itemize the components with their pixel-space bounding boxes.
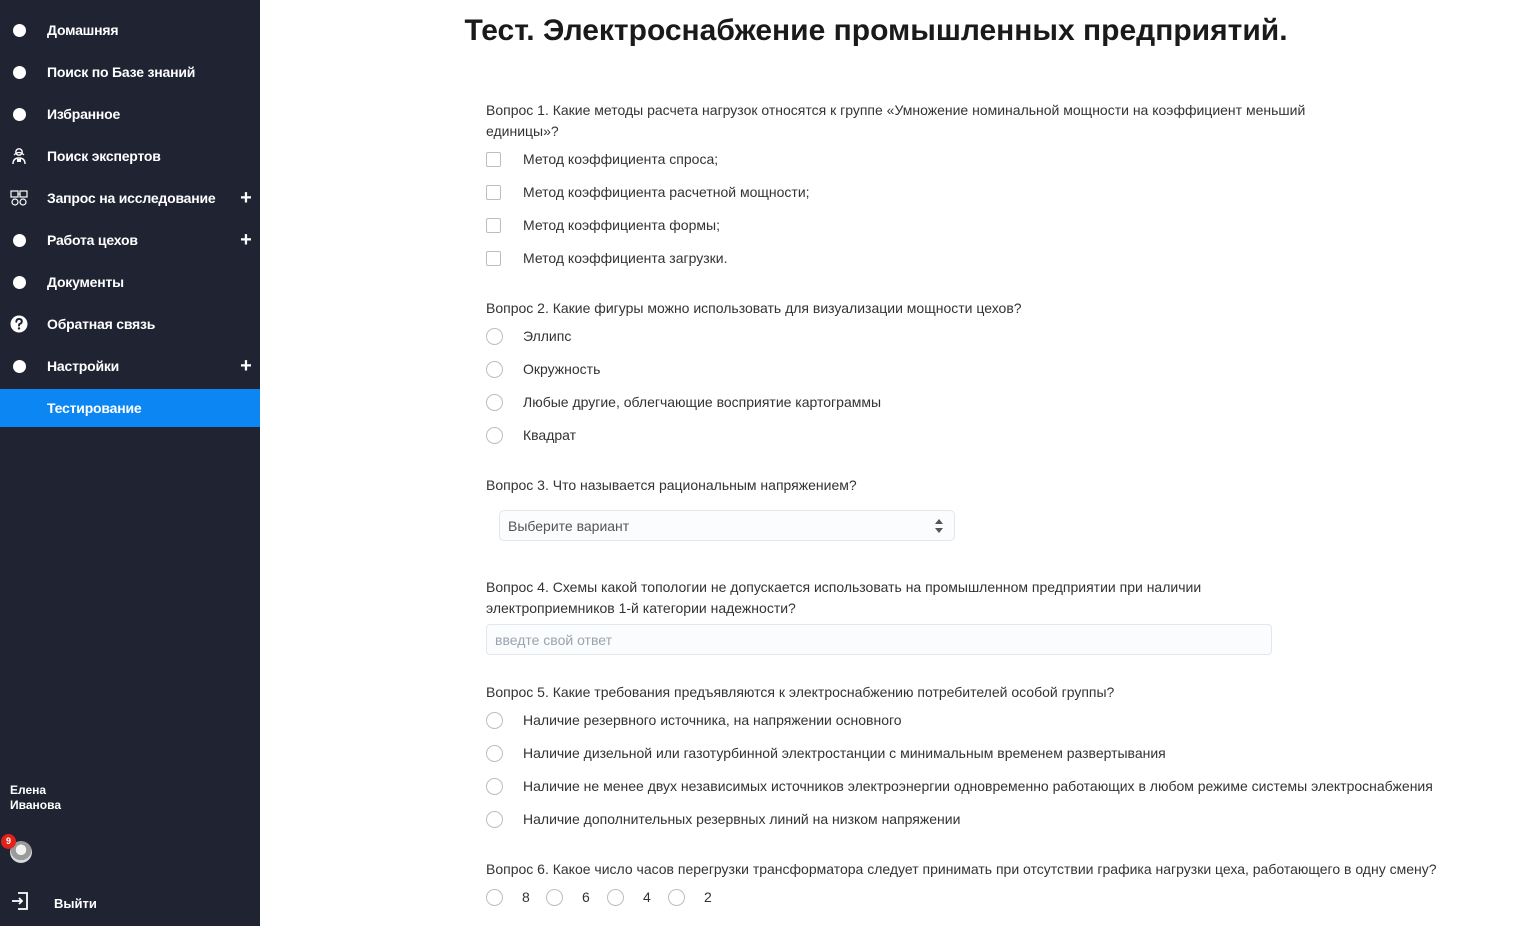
sidebar-item-label: Тестирование <box>47 400 142 416</box>
dot-icon <box>10 231 28 249</box>
page-title: Тест. Электроснабжение промышленных предприятий. <box>464 14 1288 47</box>
q5-option-4[interactable] <box>486 809 961 829</box>
q6-option-4[interactable] <box>668 887 712 907</box>
radio-button[interactable] <box>486 889 503 906</box>
q2-option-3[interactable] <box>486 392 882 412</box>
notification-badge[interactable]: 9 <box>1 834 16 849</box>
option-label: Любые другие, облегчающие восприятие картограммы <box>523 394 882 410</box>
dot-icon <box>10 273 28 291</box>
option-label: Эллипс <box>523 328 572 344</box>
checkbox[interactable] <box>486 152 501 167</box>
q1-option-4[interactable] <box>486 248 728 268</box>
user-name <box>10 783 61 813</box>
option-label: Метод коэффициента формы; <box>523 217 720 233</box>
q4-answer-input[interactable] <box>486 624 1272 655</box>
q5-option-2[interactable] <box>486 743 1166 763</box>
checkbox[interactable] <box>486 218 501 233</box>
sidebar-item-label: Поиск экспертов <box>47 148 161 164</box>
sidebar-item-label: Избранное <box>47 106 121 122</box>
option-label: Метод коэффициента спроса; <box>523 151 719 167</box>
q1-option-1[interactable] <box>486 149 719 169</box>
dot-icon <box>10 105 28 123</box>
q2-option-1[interactable] <box>486 326 572 346</box>
question-2-text: Вопрос 2. Какие фигуры можно использовать для визуализации мощности цехов? <box>486 300 1022 316</box>
q5-option-1[interactable] <box>486 710 902 730</box>
question-3-text: Вопрос 3. Что называется рациональным напряжением? <box>486 477 857 493</box>
q5-option-3[interactable] <box>486 776 1433 796</box>
option-label: 2 <box>704 889 712 905</box>
q6-option-3[interactable] <box>607 887 651 907</box>
option-label: Наличие дополнительных резервных линий на низком напряжении <box>523 811 961 827</box>
option-label: Наличие дизельной или газотурбинной электростанции с минимальным временем развертывания <box>523 745 1166 761</box>
logout-label: Выйти <box>54 895 97 911</box>
q2-option-4[interactable] <box>486 425 577 445</box>
radio-button[interactable] <box>668 889 685 906</box>
radio-button[interactable] <box>486 328 503 345</box>
sidebar-item-label: Домашняя <box>47 22 119 38</box>
sidebar-item-knowledge-search[interactable] <box>0 53 260 91</box>
checkbox[interactable] <box>486 251 501 266</box>
q6-option-2[interactable] <box>546 887 590 907</box>
sidebar-item-label: Работа цехов <box>47 232 138 248</box>
sidebar-item-label: Поиск по Базе знаний <box>47 64 196 80</box>
option-label: Наличие резервного источника, на напряжении основного <box>523 712 902 728</box>
sidebar-item-label: Настройки <box>47 358 120 374</box>
option-label: Квадрат <box>523 427 577 443</box>
sidebar-item-settings[interactable] <box>0 347 260 385</box>
checkbox[interactable] <box>486 185 501 200</box>
plus-icon[interactable]: + <box>240 355 252 377</box>
question-6-text: Вопрос 6. Какое число часов перегрузки трансформатора следует принимать при отсутствии графика нагрузки цеха, работающего в одну смену? <box>486 861 1437 877</box>
sidebar-item-expert-search[interactable] <box>0 137 260 175</box>
sidebar-item-testing[interactable] <box>0 389 260 427</box>
q2-option-2[interactable] <box>486 359 601 379</box>
research-icon <box>10 189 28 207</box>
question-5-text: Вопрос 5. Какие требования предъявляются к электроснабжению потребителей особой группы? <box>486 684 1115 700</box>
radio-button[interactable] <box>486 712 503 729</box>
sidebar-item-documents[interactable] <box>0 263 260 301</box>
sort-arrows-icon <box>934 517 944 535</box>
option-label: Окружность <box>523 361 601 377</box>
plus-icon[interactable]: + <box>240 229 252 251</box>
sidebar-item-workshops[interactable] <box>0 221 260 259</box>
question-icon <box>10 315 28 333</box>
question-1-text: Вопрос 1. Какие методы расчета нагрузок относятся к группе «Умножение номинальной мощности на коэффициент меньший единицы»? <box>486 102 1306 139</box>
option-label: 4 <box>643 889 651 905</box>
radio-button[interactable] <box>486 361 503 378</box>
user-first-name: Елена <box>10 783 47 797</box>
radio-button[interactable] <box>486 745 503 762</box>
radio-button[interactable] <box>486 394 503 411</box>
dot-icon <box>10 21 28 39</box>
sidebar-item-favorites[interactable] <box>0 95 260 133</box>
radio-button[interactable] <box>486 427 503 444</box>
radio-button[interactable] <box>486 811 503 828</box>
option-label: 6 <box>582 889 590 905</box>
radio-button[interactable] <box>607 889 624 906</box>
expert-icon <box>10 147 28 165</box>
sidebar-item-label: Документы <box>47 274 124 290</box>
sidebar-item-label: Запрос на исследование <box>47 190 216 206</box>
dot-icon <box>10 63 28 81</box>
logout-icon <box>10 891 30 916</box>
option-label: Метод коэффициента расчетной мощности; <box>523 184 810 200</box>
option-label: Наличие не менее двух независимых источников электроэнергии одновременно работающих в любом режиме системы электроснабжения <box>523 778 1433 794</box>
logout-button[interactable] <box>10 892 97 914</box>
user-last-name: Иванова <box>10 798 61 812</box>
sidebar-item-research-request[interactable] <box>0 179 260 217</box>
sidebar-item-label: Обратная связь <box>47 316 156 332</box>
radio-button[interactable] <box>546 889 563 906</box>
plus-icon[interactable]: + <box>240 187 252 209</box>
q1-option-3[interactable] <box>486 215 720 235</box>
sidebar <box>0 0 260 926</box>
sidebar-item-feedback[interactable] <box>0 305 260 343</box>
radio-button[interactable] <box>486 778 503 795</box>
option-label: Метод коэффициента загрузки. <box>523 250 728 266</box>
dot-icon <box>10 357 28 375</box>
select-value: Выберите вариант <box>508 518 630 534</box>
q1-option-2[interactable] <box>486 182 810 202</box>
q6-option-1[interactable] <box>486 887 530 907</box>
option-label: 8 <box>522 889 530 905</box>
sidebar-item-home[interactable] <box>0 11 260 49</box>
question-4-text: Вопрос 4. Схемы какой топологии не допускается использовать на промышленном предприятии при наличии электроприемников 1-й категории надежности? <box>486 579 1202 616</box>
q3-answer-select[interactable] <box>499 510 955 541</box>
